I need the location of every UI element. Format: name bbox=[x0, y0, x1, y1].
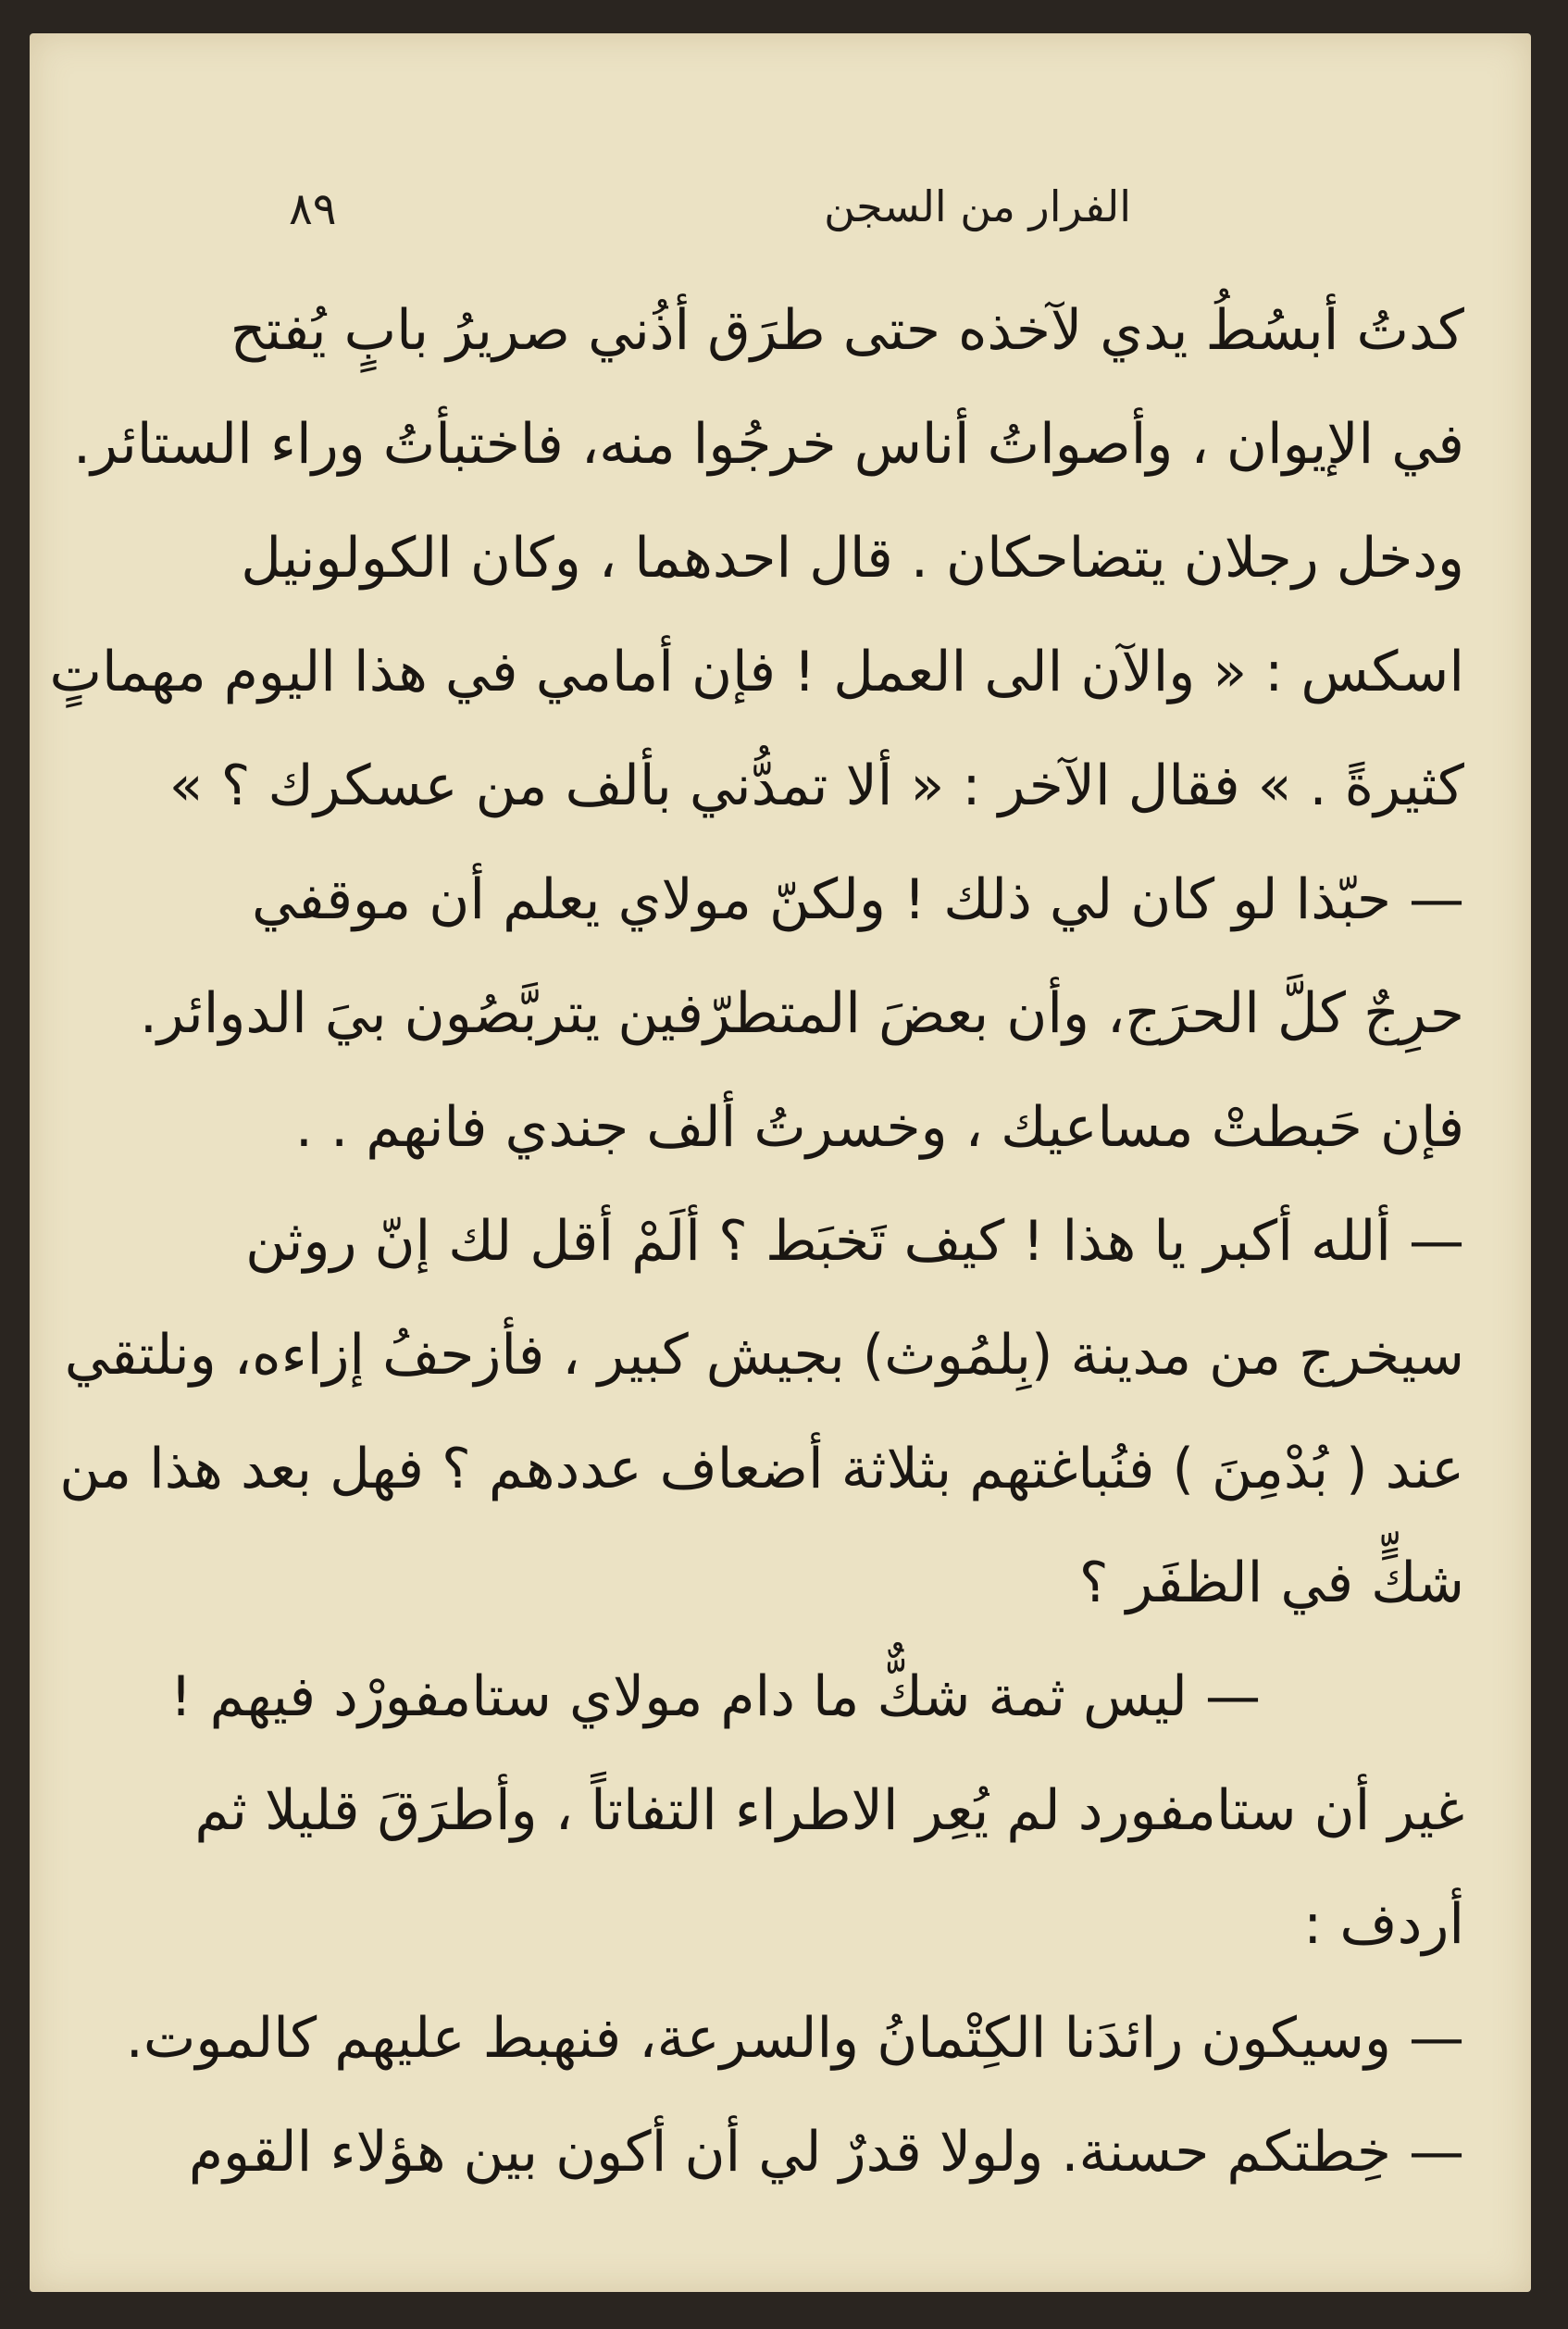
text-line: أردف : bbox=[1303, 1892, 1464, 1957]
text-line: حرِجٌ كلَّ الحرَج، وأن بعضَ المتطرّفين يتربَّصُون بيَ الدوائر. bbox=[139, 981, 1464, 1046]
text-line: كدتُ أبسُطُ يدي لآخذه حتى طرَق أذُني صريرُ بابٍ يُفتح bbox=[230, 298, 1464, 363]
text-line: فإن حَبطتْ مساعيك ، وخسرتُ ألف جندي فانهم . . bbox=[294, 1095, 1464, 1160]
text-line: — ليس ثمة شكٌّ ما دام مولاي ستامفورْد فيهم ! bbox=[169, 1664, 1261, 1729]
text-line: سيخرج من مدينة (بِلمُوث) بجيش كبير ، فأزحفُ إزاءه، ونلتقي bbox=[64, 1323, 1464, 1388]
body-text bbox=[49, 274, 1464, 2210]
text-line: عند ( بُدْمِنَ ) فنُباغتهم بثلاثة أضعاف عددهم ؟ فهل بعد هذا من bbox=[59, 1437, 1464, 1501]
text-line: ودخل رجلان يتضاحكان . قال احدهما ، وكان الكولونيل bbox=[241, 526, 1464, 591]
text-line: — حبّذا لو كان لي ذلك ! ولكنّ مولاي يعلم أن موقفي bbox=[252, 867, 1464, 932]
text-line: اسكس : « والآن الى العمل ! فإن أمامي في هذا اليوم مهماتٍ bbox=[49, 640, 1464, 704]
text-line: — ألله أكبر يا هذا ! كيف تَخبَط ؟ ألَمْ أقل لك إنّ روثن bbox=[245, 1209, 1464, 1274]
text-line: شكٍّ في الظفَر ؟ bbox=[1078, 1551, 1464, 1615]
text-line: — وسيكون رائدَنا الكِتْمانُ والسرعة، فنهبط عليهم كالموت. bbox=[125, 2006, 1464, 2071]
running-title: الفرار من السجن bbox=[824, 181, 1131, 231]
text-line: — خِطتكم حسنة. ولولا قدرٌ لي أن أكون بين هؤلاء القوم bbox=[188, 2120, 1464, 2185]
book-page bbox=[30, 33, 1531, 2292]
page-number: ٨٩ bbox=[289, 183, 337, 235]
text-line: غير أن ستامفورد لم يُعِر الاطراء التفاتاً ، وأطرَقَ قليلا ثم bbox=[194, 1778, 1464, 1843]
page-header bbox=[289, 172, 1464, 246]
text-line: في الإيوان ، وأصواتُ أناس خرجُوا منه، فاختبأتُ وراء الستائر. bbox=[73, 412, 1464, 477]
text-line: كثيرةً . » فقال الآخر : « ألا تمدُّني بألف من عسكرك ؟ » bbox=[168, 754, 1464, 818]
